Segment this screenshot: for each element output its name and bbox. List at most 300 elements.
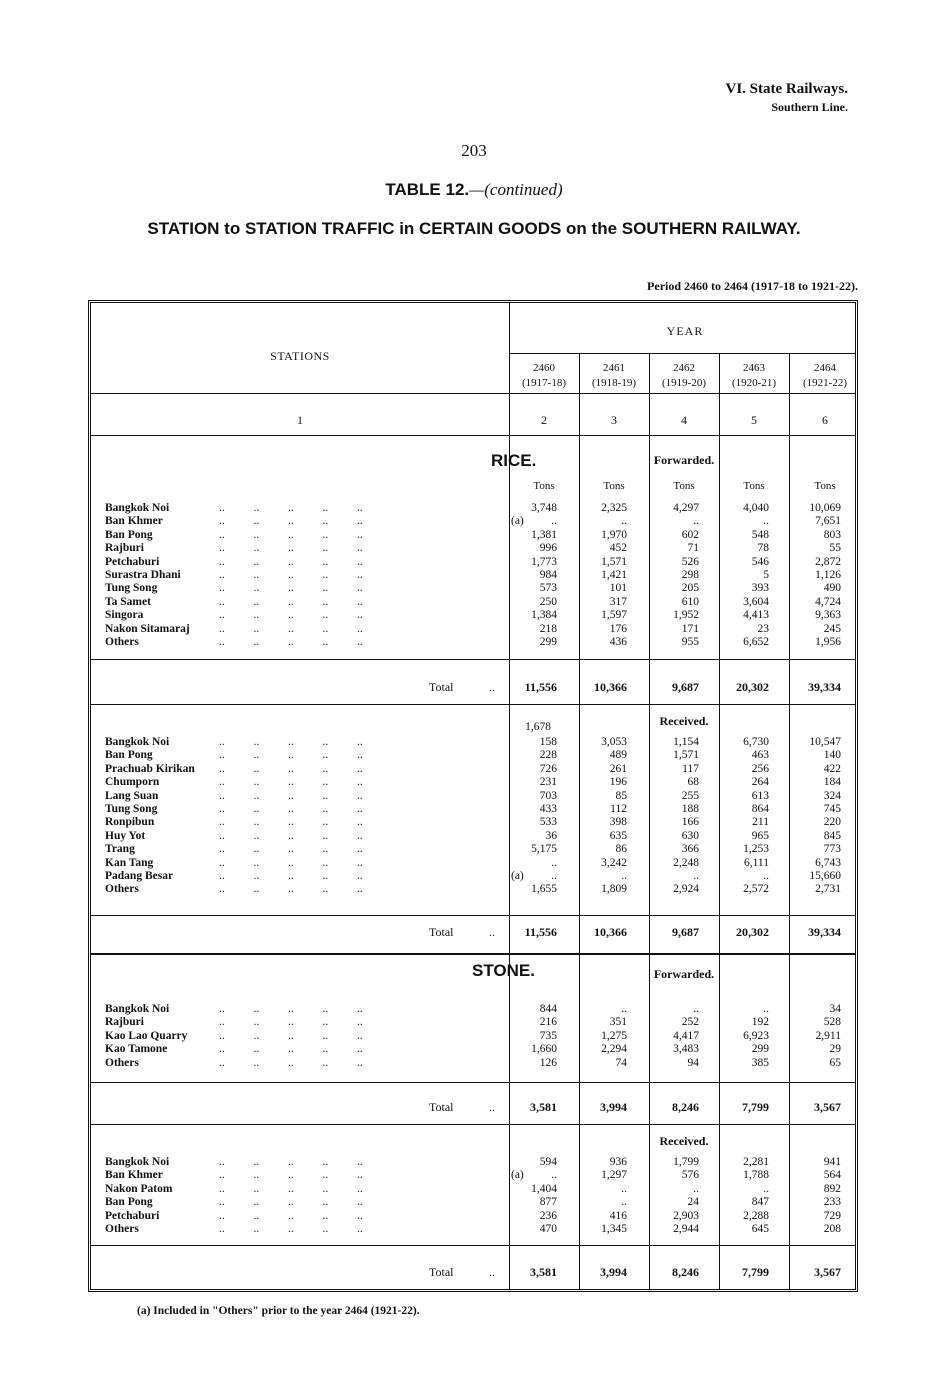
cell-value: 298 (681, 569, 699, 581)
cell-value: 844 (539, 1003, 557, 1015)
leader-dots: .. .. .. .. .. (219, 1196, 363, 1209)
cell-value: 965 (751, 829, 769, 842)
cell-value: .. (763, 1003, 769, 1015)
station-name: Tung Song (105, 582, 158, 595)
cell-value: 1,970 (601, 528, 627, 541)
column-number: 3 (611, 413, 617, 427)
cell-value: .. (621, 1003, 627, 1015)
cell-value: 85 (615, 789, 627, 802)
total-value: 8,246 (672, 1265, 699, 1279)
cell-value: 171 (681, 622, 699, 635)
total-value: 7,799 (742, 1100, 769, 1114)
leader-dots: .. .. .. .. .. (219, 803, 363, 815)
station-name: Kan Tang (105, 856, 154, 869)
direction-title: Forwarded. (653, 453, 715, 467)
table-row (91, 596, 861, 609)
station-name: Petchaburi (105, 1209, 160, 1222)
cell-value: 3,242 (601, 856, 627, 869)
leader-dots: .. .. .. .. .. (219, 528, 363, 541)
station-name: Surastra Dhani (105, 569, 181, 581)
cell-value: 176 (609, 622, 627, 635)
cell-value: 735 (539, 1029, 557, 1042)
table-row (91, 1196, 861, 1209)
rule (91, 1245, 855, 1246)
leader-dots: .. .. .. .. .. (219, 1182, 363, 1195)
cell-value: 564 (823, 1169, 841, 1182)
cell-value: 745 (823, 803, 841, 815)
total-value: 11,556 (524, 925, 557, 939)
note-mark: (a) (511, 870, 524, 882)
cell-value: .. (693, 515, 699, 528)
cell-value: 452 (609, 542, 627, 555)
cell-value: 1,773 (531, 555, 557, 568)
cell-value: 236 (539, 1209, 557, 1222)
cell-value: 573 (539, 582, 557, 595)
leader-dots: .. .. .. .. .. (219, 555, 363, 568)
leader-dots: .. .. .. .. .. (219, 856, 363, 869)
cell-value: 1,381 (531, 528, 557, 541)
cell-value: 877 (539, 1196, 557, 1209)
cell-value: 2,903 (673, 1209, 699, 1222)
cell-value: 2,248 (673, 856, 699, 869)
cell-value: 220 (823, 816, 841, 829)
station-name: Padang Besar (105, 870, 174, 882)
cell-value: 635 (609, 829, 627, 842)
station-name: Prachuab Kirikan (105, 762, 195, 775)
part-title: VI. State Railways. (725, 81, 848, 97)
cell-value: 15,660 (809, 870, 841, 882)
table-row (91, 736, 861, 749)
station-name: Ronpibun (105, 816, 155, 829)
total-dots: .. (489, 925, 495, 939)
cell-value: 78 (757, 542, 769, 555)
cell-value: 2,944 (673, 1223, 699, 1235)
leader-dots: .. .. .. .. .. (219, 749, 363, 762)
cell-value: .. (693, 1003, 699, 1015)
station-name: Tung Song (105, 803, 158, 815)
rule (91, 393, 855, 394)
cell-value: 3,483 (673, 1043, 699, 1056)
column-number: 5 (751, 413, 757, 427)
year-ce: (1920-21) (732, 377, 776, 389)
total-label: Total (429, 925, 454, 939)
cell-value: 1,952 (673, 609, 699, 622)
total-value: 9,687 (672, 925, 699, 939)
leader-dots: .. .. .. .. .. (219, 609, 363, 622)
cell-value: 216 (539, 1016, 557, 1029)
cell-value: 613 (751, 789, 769, 802)
column-number: 2 (541, 413, 547, 427)
total-value: 11,556 (524, 680, 557, 694)
cell-value: 5 (763, 569, 769, 581)
table-row (91, 636, 861, 649)
table-row (91, 883, 861, 896)
cell-value: .. (551, 856, 557, 869)
cell-value: 2,911 (815, 1029, 841, 1042)
table-row (91, 1003, 861, 1016)
cell-value: .. (621, 515, 627, 528)
column-number: 6 (822, 413, 828, 427)
table-continued: —(continued) (469, 180, 563, 199)
cell-value: 231 (539, 776, 557, 789)
leader-dots: .. .. .. .. .. (219, 870, 363, 882)
cell-value: 2,872 (815, 555, 841, 568)
cell-value: .. (621, 870, 627, 882)
total-value: 7,799 (742, 1265, 769, 1279)
station-name: Bangkok Noi (105, 736, 170, 748)
cell-value: 55 (829, 542, 841, 555)
station-name: Others (105, 1223, 139, 1235)
cell-value: 9,363 (815, 609, 841, 622)
leader-dots: .. .. .. .. .. (219, 776, 363, 789)
cell-value: 393 (751, 582, 769, 595)
total-value: 20,302 (736, 925, 769, 939)
cell-value: 1,571 (673, 749, 699, 762)
cell-value: 526 (681, 555, 699, 568)
table-row (91, 623, 861, 636)
rule (91, 659, 855, 660)
total-label: Total (429, 680, 454, 694)
leader-dots: .. .. .. .. .. (219, 736, 363, 748)
cell-value: 208 (823, 1223, 841, 1235)
station-name: Bangkok Noi (105, 502, 170, 514)
year-ce: (1919-20) (662, 377, 706, 389)
station-name: Nakon Sitamaraj (105, 622, 190, 635)
cell-value: 594 (539, 1156, 557, 1168)
year-ce: (1921-22) (803, 377, 847, 389)
footnote: (a) Included in "Others" prior to the year 2464 (1921-22). (137, 1305, 420, 1317)
cell-value: .. (763, 515, 769, 528)
cell-value: 252 (681, 1016, 699, 1029)
cell-value: 2,288 (743, 1209, 769, 1222)
cell-value: 1,809 (601, 883, 627, 896)
cell-value: 71 (687, 542, 699, 555)
station-name: Others (105, 883, 139, 896)
total-value: 3,994 (600, 1265, 627, 1279)
station-name: Huy Yot (105, 829, 146, 842)
total-dots: .. (489, 1265, 495, 1279)
cell-value: .. (693, 1182, 699, 1195)
leader-dots: .. .. .. .. .. (219, 582, 363, 595)
cell-value: 422 (823, 762, 841, 775)
cell-value: 3,604 (743, 595, 769, 608)
rule (91, 915, 855, 916)
page-number: 203 (461, 141, 487, 160)
leader-dots: .. .. .. .. .. (219, 595, 363, 608)
total-value: 3,567 (814, 1265, 841, 1279)
commodity-title: RICE. (491, 451, 537, 470)
year-ce: (1917-18) (522, 377, 566, 389)
cell-value: 4,040 (743, 502, 769, 514)
cell-value: 729 (823, 1209, 841, 1222)
cell-value: 255 (681, 789, 699, 802)
cell-value: 2,731 (815, 883, 841, 896)
station-name: Petchaburi (105, 555, 160, 568)
station-name: Ban Pong (105, 1196, 153, 1209)
leader-dots: .. .. .. .. .. (219, 1169, 363, 1182)
leader-dots: .. .. .. .. .. (219, 1223, 363, 1235)
column-number: 4 (681, 413, 687, 427)
cell-value: 4,724 (815, 595, 841, 608)
cell-value: 845 (823, 829, 841, 842)
total-value: 3,994 (600, 1100, 627, 1114)
unit-label: Tons (603, 480, 625, 492)
cell-value: 1,956 (815, 636, 841, 648)
cell-value: 192 (751, 1016, 769, 1029)
leader-dots: .. .. .. .. .. (219, 622, 363, 635)
cell-value: 1,655 (531, 883, 557, 896)
cell-value: 4,297 (673, 502, 699, 514)
year-column-header (579, 361, 649, 391)
station-name: Nakon Patom (105, 1182, 173, 1195)
leader-dots: .. .. .. .. .. (219, 762, 363, 775)
cell-value: 184 (823, 776, 841, 789)
cell-value: 196 (609, 776, 627, 789)
cell-value: 996 (539, 542, 557, 555)
cell-value: 6,743 (815, 856, 841, 869)
cell-value: 1,597 (601, 609, 627, 622)
leader-dots: .. .. .. .. .. (219, 1016, 363, 1029)
cell-value: 470 (539, 1223, 557, 1235)
total-dots: .. (489, 1100, 495, 1114)
leader-dots: .. .. .. .. .. (219, 1003, 363, 1015)
total-value: 3,581 (530, 1100, 557, 1114)
station-name: Lang Suan (105, 789, 159, 802)
cell-value: 86 (615, 843, 627, 856)
leader-dots: .. .. .. .. .. (219, 515, 363, 528)
cell-value: 528 (823, 1016, 841, 1029)
cell-value: 117 (682, 762, 699, 775)
cell-value: 2,281 (743, 1156, 769, 1168)
year-column-header (509, 361, 579, 391)
cell-value: .. (551, 515, 557, 528)
cell-value: 726 (539, 762, 557, 775)
cell-value: 126 (539, 1056, 557, 1069)
cell-value: 188 (681, 803, 699, 815)
cell-value: 6,111 (743, 856, 769, 869)
leader-dots: .. .. .. .. .. (219, 636, 363, 648)
rule (91, 704, 855, 705)
station-name: Chumporn (105, 776, 160, 789)
cell-value: 10,069 (809, 502, 841, 514)
station-name: Ban Khmer (105, 515, 163, 528)
cell-value: 864 (751, 803, 769, 815)
cell-value: 2,924 (673, 883, 699, 896)
cell-value: 158 (539, 736, 557, 748)
cell-value: 1,154 (673, 736, 699, 748)
cell-value: 366 (681, 843, 699, 856)
cell-value: 10,547 (809, 736, 841, 748)
table-row (91, 790, 861, 803)
table-row (91, 569, 861, 582)
table-row (91, 857, 861, 870)
cell-value: 256 (751, 762, 769, 775)
cell-value: 261 (609, 762, 627, 775)
total-value: 9,687 (672, 680, 699, 694)
cell-value: 1,571 (601, 555, 627, 568)
table-row (91, 502, 861, 515)
total-value: 39,334 (808, 680, 841, 694)
table-title (0, 180, 948, 200)
table-row (91, 870, 861, 883)
direction-title: Received. (659, 1134, 709, 1148)
table-row (91, 1223, 861, 1236)
rule (91, 1082, 855, 1083)
cell-value: 140 (823, 749, 841, 762)
cell-value: 385 (751, 1056, 769, 1069)
cell-value: 211 (752, 816, 769, 829)
total-value: 3,567 (814, 1100, 841, 1114)
cell-value: 23 (757, 622, 769, 635)
cell-value: 533 (539, 816, 557, 829)
cell-value: 1,660 (531, 1043, 557, 1056)
cell-value: 1,799 (673, 1156, 699, 1168)
cell-value: .. (551, 1169, 557, 1182)
cell-value: 6,923 (743, 1029, 769, 1042)
year-be: 2461 (603, 362, 625, 374)
cell-value: .. (621, 1196, 627, 1209)
station-name: Rajburi (105, 542, 144, 555)
table-row (91, 1016, 861, 1029)
total-label: Total (429, 1265, 454, 1279)
cell-value: 398 (609, 816, 627, 829)
total-value: 8,246 (672, 1100, 699, 1114)
table-row (91, 1210, 861, 1223)
cell-value: 245 (823, 622, 841, 635)
line-title: Southern Line. (771, 100, 848, 114)
table-row (91, 556, 861, 569)
rule (91, 1124, 855, 1125)
cell-value: 610 (681, 595, 699, 608)
year-be: 2464 (814, 362, 836, 374)
note-mark: (a) (511, 1169, 524, 1182)
total-dots: .. (489, 680, 495, 694)
cell-value: 416 (609, 1209, 627, 1222)
cell-value: 112 (610, 803, 627, 815)
period-label: Period 2460 to 2464 (1917-18 to 1921-22). (647, 279, 858, 293)
cell-value: 941 (823, 1156, 841, 1168)
cell-value: 228 (539, 749, 557, 762)
direction-title: Received. (659, 714, 709, 728)
cell-value: 489 (609, 749, 627, 762)
unit-label: Tons (814, 480, 836, 492)
cell-value: 29 (829, 1043, 841, 1056)
cell-value: 548 (751, 528, 769, 541)
cell-value: 1,126 (815, 569, 841, 581)
cell-value: 1,678 (525, 721, 551, 733)
station-name: Ban Pong (105, 749, 153, 762)
table-row (91, 1183, 861, 1196)
table-row (91, 803, 861, 816)
cell-value: 463 (751, 749, 769, 762)
direction-title: Forwarded. (653, 967, 715, 981)
year-be: 2463 (743, 362, 765, 374)
cell-value: 218 (539, 622, 557, 635)
leader-dots: .. .. .. .. .. (219, 789, 363, 802)
main-title: STATION to STATION TRAFFIC in CERTAIN GOODS on the SOUTHERN RAILWAY. (147, 219, 801, 238)
unit-label: Tons (533, 480, 555, 492)
rule (91, 953, 855, 955)
cell-value: 1,297 (601, 1169, 627, 1182)
cell-value: .. (693, 870, 699, 882)
cell-value: 433 (539, 803, 557, 815)
table-row (91, 609, 861, 622)
table-number: TABLE 12. (385, 180, 470, 199)
cell-value: 233 (823, 1196, 841, 1209)
cell-value: 3,053 (601, 736, 627, 748)
cell-value: 317 (609, 595, 627, 608)
cell-value: 955 (681, 636, 699, 648)
cell-value: 74 (615, 1056, 627, 1069)
station-name: Others (105, 636, 139, 648)
table-row (91, 776, 861, 789)
year-column-header (719, 361, 789, 391)
cell-value: 2,572 (743, 883, 769, 896)
cell-value: .. (551, 870, 557, 882)
table-row (91, 1156, 861, 1169)
cell-value: 490 (823, 582, 841, 595)
cell-value: 576 (681, 1169, 699, 1182)
leader-dots: .. .. .. .. .. (219, 1043, 363, 1056)
table-row (91, 515, 861, 528)
cell-value: .. (763, 870, 769, 882)
cell-value: 630 (681, 829, 699, 842)
station-name: Kao Lao Quarry (105, 1029, 188, 1042)
cell-value: 6,730 (743, 736, 769, 748)
cell-value: 36 (545, 829, 557, 842)
leader-dots: .. .. .. .. .. (219, 502, 363, 514)
cell-value: 546 (751, 555, 769, 568)
total-value: 39,334 (808, 925, 841, 939)
leader-dots: .. .. .. .. .. (219, 816, 363, 829)
cell-value: 2,294 (601, 1043, 627, 1056)
cell-value: 436 (609, 636, 627, 648)
leader-dots: .. .. .. .. .. (219, 542, 363, 555)
note-mark: (a) (511, 515, 524, 528)
cell-value: 703 (539, 789, 557, 802)
stations-header: STATIONS (270, 349, 330, 363)
total-label: Total (429, 1100, 454, 1114)
commodity-title: STONE. (472, 961, 535, 980)
table-row (91, 1043, 861, 1056)
unit-label: Tons (673, 480, 695, 492)
cell-value: 892 (823, 1182, 841, 1195)
cell-value: 5,175 (531, 843, 557, 856)
table-row (91, 1169, 861, 1182)
station-name: Ta Samet (105, 595, 151, 608)
cell-value: 645 (751, 1223, 769, 1235)
year-column-header (789, 361, 861, 391)
cell-value: 847 (751, 1196, 769, 1209)
cell-value: 7,651 (815, 515, 841, 528)
station-name: Bangkok Noi (105, 1156, 170, 1168)
table-row (91, 763, 861, 776)
cell-value: 250 (539, 595, 557, 608)
cell-value: 6,652 (743, 636, 769, 648)
column-number: 1 (297, 413, 303, 427)
cell-value: 324 (823, 789, 841, 802)
station-name: Kao Tamone (105, 1043, 168, 1056)
year-column-header (649, 361, 719, 391)
traffic-table (88, 300, 858, 1292)
unit-label: Tons (743, 480, 765, 492)
station-name: Bangkok Noi (105, 1003, 170, 1015)
station-name: Others (105, 1056, 139, 1069)
cell-value: 24 (687, 1196, 699, 1209)
cell-value: 205 (681, 582, 699, 595)
table-row (91, 843, 861, 856)
table-row (91, 582, 861, 595)
